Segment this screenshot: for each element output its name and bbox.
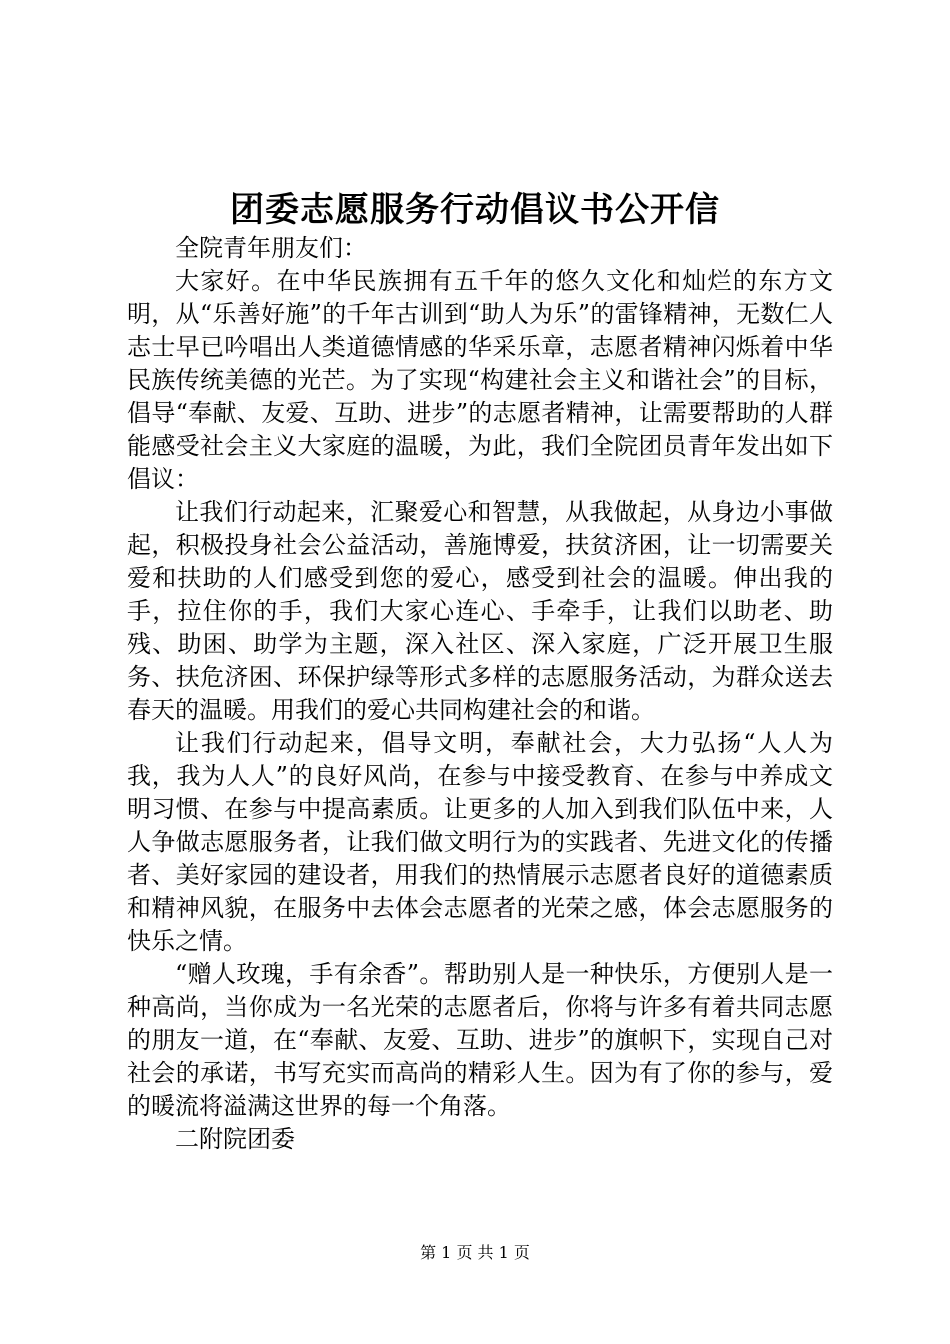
document-title: 团委志愿服务行动倡议书公开信 bbox=[230, 190, 720, 230]
paragraph-1: 大家好。在中华民族拥有五千年的悠久文化和灿烂的东方文明，从“乐善好施”的千年古训到“助人为乐”的雷锋精神，无数仁人志士早已吟唱出人类道德情感的华采乐章，志愿者精神闪烁着中华民族传统美德的光芒。为了实现“构建社会主义和谐社会”的目标，倡导“奉献、友爱、互助、进步”的志愿者精神，让需要帮助的人群能感受社会主义大家庭的温暖，为此，我们全院团员青年发出如下倡议： bbox=[127, 267, 833, 493]
salutation: 全院青年朋友们： bbox=[175, 234, 367, 262]
paragraph-4: “赠人玫瑰，手有余香”。帮助别人是一种快乐，方便别人是一种高尚，当你成为一名光荣的志愿者后，你将与许多有着共同志愿的朋友一道，在“奉献、友爱、互助、进步”的旗帜下，实现自己对社会的承诺，书写充实而高尚的精彩人生。因为有了你的参与，爱的暖流将溢满这世界的每一个角落。 bbox=[127, 960, 833, 1120]
paragraph-2: 让我们行动起来，汇聚爱心和智慧，从我做起，从身边小事做起，积极投身社会公益活动，善施博爱，扶贫济困，让一切需要关爱和扶助的人们感受到您的爱心，感受到社会的温暖。伸出我的手，拉住你的手，我们大家心连心、手牵手，让我们以助老、助残、助困、助学为主题，深入社区、深入家庭，广泛开展卫生服务、扶危济困、环保护绿等形式多样的志愿服务活动，为群众送去春天的温暖。用我们的爱心共同构建社会的和谐。 bbox=[127, 498, 833, 724]
document-body bbox=[127, 232, 833, 1156]
paragraph-3: 让我们行动起来，倡导文明，奉献社会，大力弘扬“人人为我，我为人人”的良好风尚，在参与中接受教育、在参与中养成文明习惯、在参与中提高素质。让更多的人加入到我们队伍中来，人人争做志愿服务者，让我们做文明行为的实践者、先进文化的传播者、美好家园的建设者，用我们的热情展示志愿者良好的道德素质和精神风貌，在服务中去体会志愿者的光荣之感，体会志愿服务的快乐之情。 bbox=[127, 729, 833, 955]
signature: 二附院团委 bbox=[175, 1125, 295, 1153]
page-footer: 第 1 页 共 1 页 bbox=[420, 1243, 530, 1262]
